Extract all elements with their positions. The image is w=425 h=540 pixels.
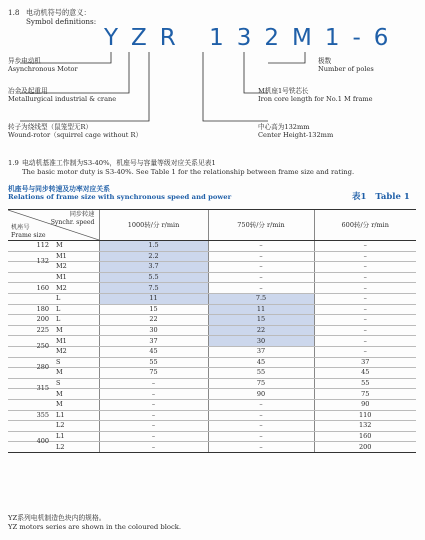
symbol-connector-lines — [0, 0, 425, 170]
power-cell-750: 30 — [208, 336, 314, 347]
frame-number: 160 — [36, 283, 49, 292]
power-cell-750: 45 — [208, 357, 314, 368]
table-label — [352, 192, 410, 202]
frame-number: 355 — [36, 410, 49, 419]
frame-subtype: M — [56, 241, 63, 250]
table-row — [8, 325, 416, 336]
section-1-8-title-cn: 电动机符号的意义： — [26, 8, 91, 17]
table-row — [8, 346, 416, 357]
frame-size-cell — [8, 304, 99, 315]
frame-subtype: S — [56, 379, 61, 388]
power-cell-600: – — [314, 346, 416, 357]
table-row — [8, 389, 416, 400]
frame-number: 200 — [36, 315, 49, 324]
label-rotor-en: Wound-rotor（squirrel cage without R） — [8, 131, 143, 139]
power-cell-600: – — [314, 336, 416, 347]
table-row — [8, 283, 416, 294]
table-row — [8, 293, 416, 304]
power-cell-600: – — [314, 272, 416, 283]
frame-subtype: M — [56, 400, 63, 409]
frame-number: 250 — [36, 341, 49, 350]
frame-size-cell — [8, 251, 99, 266]
table-label-en: Table 1 — [375, 192, 410, 202]
frame-subtype: M — [56, 368, 63, 377]
header-speed-cn: 同步转速 — [69, 211, 95, 218]
power-cell-600: 45 — [314, 368, 416, 379]
label-core-cn: M机座1号铁芯长 — [258, 87, 309, 95]
label-async-cn: 异步电动机 — [8, 57, 41, 65]
frame-subtype: M1 — [56, 273, 67, 282]
power-cell-600: 75 — [314, 389, 416, 400]
power-cell-1000: – — [99, 389, 208, 400]
power-cell-1000: 2.2 — [99, 251, 208, 262]
frame-number: 225 — [36, 326, 49, 335]
table-row — [8, 251, 416, 262]
power-cell-600: – — [314, 262, 416, 273]
power-cell-600: 110 — [314, 410, 416, 421]
section-1-8-number: 1.8 — [8, 8, 20, 17]
power-cell-750: 37 — [208, 346, 314, 357]
power-cell-750: 75 — [208, 378, 314, 389]
power-cell-750: 7.5 — [208, 293, 314, 304]
section-1-9-cn: 电动机基准工作制为S3-40%，机座号与容量等级对应关系见表1 — [22, 159, 216, 167]
frame-speed-power-table — [8, 209, 416, 453]
power-cell-1000: 37 — [99, 336, 208, 347]
motor-code: YZR 132M1-6 — [104, 25, 402, 51]
table-row — [8, 368, 416, 379]
frame-size-cell — [8, 325, 99, 336]
table-row — [8, 410, 416, 421]
power-cell-750: – — [208, 262, 314, 273]
frame-subtype: L — [56, 294, 61, 303]
frame-subtype: M2 — [56, 283, 67, 292]
frame-subtype: L — [56, 304, 61, 313]
power-cell-1000: 3.7 — [99, 262, 208, 273]
header-col-1000: 1000转/分 r/min — [99, 210, 208, 241]
table-body — [8, 241, 416, 453]
table-row — [8, 262, 416, 273]
power-cell-1000: 11 — [99, 293, 208, 304]
power-cell-750: – — [208, 241, 314, 252]
section-1-9-en: The basic motor duty is S3-40%. See Table 1 for the relationship between frame size and rating. — [22, 168, 355, 176]
power-cell-600: – — [314, 293, 416, 304]
header-frame-en: Frame size — [11, 231, 46, 239]
power-cell-1000: – — [99, 431, 208, 442]
frame-number: 400 — [36, 437, 49, 446]
frame-subtype: M2 — [56, 262, 67, 271]
power-cell-750: – — [208, 283, 314, 294]
power-cell-750: – — [208, 251, 314, 262]
header-col-750: 750转/分 r/min — [208, 210, 314, 241]
power-cell-600: 37 — [314, 357, 416, 368]
power-cell-600: 90 — [314, 399, 416, 410]
table-row — [8, 336, 416, 347]
power-cell-1000: – — [99, 421, 208, 432]
power-cell-1000: 30 — [99, 325, 208, 336]
table-row — [8, 421, 416, 432]
frame-number: 315 — [36, 384, 49, 393]
section-1-9-number: 1.9 — [8, 159, 19, 167]
frame-subtype: L — [56, 315, 61, 324]
power-cell-600: – — [314, 325, 416, 336]
frame-size-cell — [8, 357, 99, 372]
power-cell-1000: 55 — [99, 357, 208, 368]
footer-note-en: YZ motors series are shown in the coloured block. — [8, 523, 182, 531]
frame-subtype: S — [56, 357, 61, 366]
frame-size-cell — [8, 378, 99, 393]
power-cell-1000: 75 — [99, 368, 208, 379]
header-speed-en: Synchr. speed — [50, 218, 95, 226]
power-cell-1000: 45 — [99, 346, 208, 357]
power-cell-600: 55 — [314, 378, 416, 389]
table-row — [8, 315, 416, 326]
power-cell-1000: 1.5 — [99, 241, 208, 252]
table-caption-en: Relations of frame size with synchronous speed and power — [8, 193, 232, 201]
table-row — [8, 304, 416, 315]
label-core-en: Iron core length for No.1 M frame — [258, 95, 373, 103]
power-cell-1000: – — [99, 410, 208, 421]
table-header-row — [8, 210, 416, 241]
frame-subtype: M — [56, 326, 63, 335]
label-async-en: Asynchronous Motor — [8, 65, 78, 73]
header-frame-cn: 机座号 — [11, 224, 30, 231]
frame-subtype: M — [56, 389, 63, 398]
header-corner-cell — [8, 210, 99, 241]
table-row — [8, 399, 416, 410]
power-cell-600: – — [314, 304, 416, 315]
frame-subtype: L2 — [56, 421, 65, 430]
frame-size-cell — [8, 241, 99, 252]
power-cell-750: 11 — [208, 304, 314, 315]
frame-subtype: M1 — [56, 251, 67, 260]
frame-number: 280 — [36, 363, 49, 372]
label-center-cn: 中心高为132mm — [258, 123, 310, 131]
frame-size-cell — [8, 421, 99, 432]
label-rotor-cn: 转子为绕线型（鼠笼型无R） — [8, 123, 93, 131]
power-cell-750: 22 — [208, 325, 314, 336]
table-row — [8, 357, 416, 368]
frame-subtype: M1 — [56, 336, 67, 345]
section-1-8-title-en: Symbol definitions: — [26, 17, 97, 26]
table-label-cn: 表1 — [352, 192, 367, 202]
power-cell-600: 132 — [314, 421, 416, 432]
power-cell-750: – — [208, 399, 314, 410]
frame-subtype: L2 — [56, 442, 65, 451]
power-cell-1000: 7.5 — [99, 283, 208, 294]
label-poles-en: Number of poles — [318, 65, 374, 73]
frame-subtype: L1 — [56, 431, 65, 440]
power-cell-600: 200 — [314, 442, 416, 453]
frame-number: 180 — [36, 304, 49, 313]
frame-size-cell — [8, 293, 99, 304]
frame-number: 112 — [36, 241, 49, 250]
label-poles-cn: 极数 — [318, 57, 332, 65]
power-cell-1000: – — [99, 378, 208, 389]
power-cell-1000: – — [99, 399, 208, 410]
label-metal-en: Metallurgical industrial & crane — [8, 95, 117, 103]
power-cell-600: – — [314, 315, 416, 326]
power-cell-600: 160 — [314, 431, 416, 442]
power-cell-750: – — [208, 431, 314, 442]
frame-number: 132 — [36, 257, 49, 266]
footer-note-cn: YZ系列电机制造色块内的规格。 — [8, 514, 106, 522]
power-cell-750: – — [208, 272, 314, 283]
table-row — [8, 241, 416, 252]
frame-subtype: L1 — [56, 410, 65, 419]
header-col-600: 600转/分 r/min — [314, 210, 416, 241]
table-row — [8, 431, 416, 442]
power-cell-1000: 5.5 — [99, 272, 208, 283]
power-cell-1000: 22 — [99, 315, 208, 326]
label-center-en: Center Height-132mm — [258, 131, 334, 139]
power-cell-750: – — [208, 421, 314, 432]
power-cell-1000: 15 — [99, 304, 208, 315]
power-cell-750: 90 — [208, 389, 314, 400]
power-cell-750: 15 — [208, 315, 314, 326]
power-cell-750: – — [208, 442, 314, 453]
table-caption-cn: 机座号与同步转速及功率对应关系 — [8, 185, 110, 193]
frame-subtype: M2 — [56, 347, 67, 356]
frame-size-cell — [8, 336, 99, 350]
frame-size-cell — [8, 431, 99, 446]
table-row — [8, 378, 416, 389]
power-cell-1000: – — [99, 442, 208, 453]
label-metal-cn: 冶金及起重用 — [8, 87, 48, 95]
table-row — [8, 442, 416, 453]
power-cell-600: – — [314, 251, 416, 262]
power-cell-600: – — [314, 241, 416, 252]
power-cell-750: – — [208, 410, 314, 421]
table-row — [8, 272, 416, 283]
power-cell-600: – — [314, 283, 416, 294]
power-cell-750: 55 — [208, 368, 314, 379]
frame-size-cell — [8, 315, 99, 326]
